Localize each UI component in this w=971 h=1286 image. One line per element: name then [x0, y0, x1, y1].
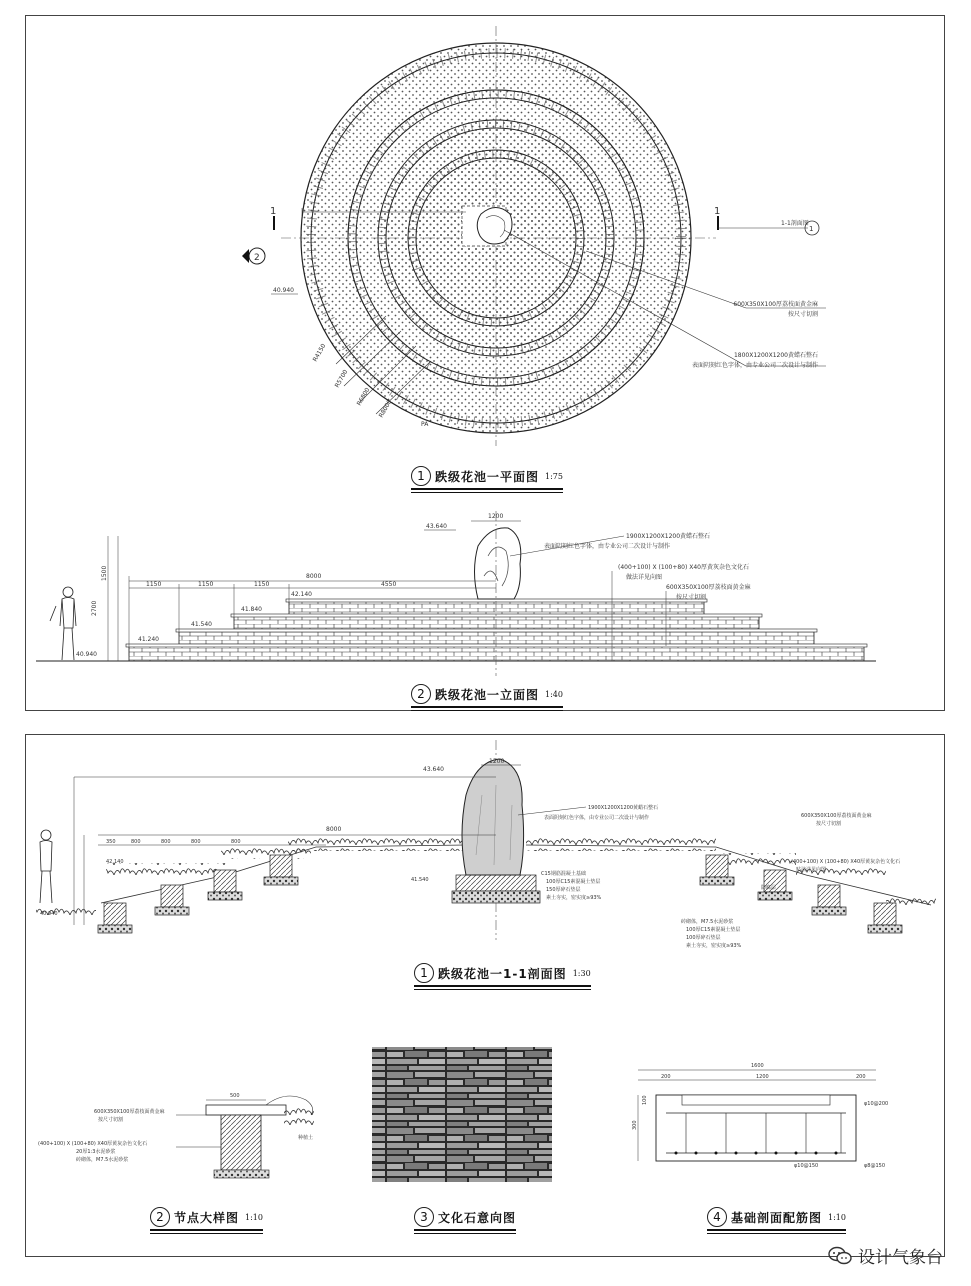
section-note-b3: 100厚碎石垫层 — [686, 935, 721, 941]
wechat-icon — [828, 1246, 852, 1266]
section-rock — [462, 759, 524, 875]
detail-note-2: 按尺寸切割 — [98, 1117, 124, 1123]
plan-title-num: 1 — [411, 466, 431, 486]
elev-note-3: (400+100) X (100+80) X40厚黄灰杂色文化石 — [618, 564, 749, 571]
section-dim-3: 800 — [161, 839, 171, 845]
detail-note-5: 砖砌体，M7.5水泥砂浆 — [76, 1157, 129, 1163]
section-note-b1: 砖砌体，M7.5水泥砂浆 — [681, 919, 734, 925]
section-dim-1: 350 — [106, 839, 116, 845]
plan-radius-4: R8000 — [377, 398, 394, 419]
elev-dim-1: 1150 — [146, 581, 162, 588]
foundation-dim-2: 1200 — [756, 1074, 769, 1080]
section-dim-2: 800 — [131, 839, 141, 845]
stone-title-text: 文化石意向图 — [438, 1210, 517, 1225]
elev-level-4: 41.540 — [191, 621, 212, 628]
section-note-b2: 100厚C15素混凝土垫层 — [686, 927, 741, 933]
watermark — [828, 1243, 943, 1268]
sheet-section-details — [25, 734, 945, 1257]
plan-title-text: 跌级花池一平面图 — [435, 469, 540, 484]
detail-dim: 500 — [230, 1093, 240, 1099]
section-note-c1: 1900X1200X1200黄蜡石整石 — [588, 805, 659, 811]
elev-dim-rock: 1200 — [488, 513, 504, 520]
elevation-title-text: 跌级花池一立面图 — [435, 687, 540, 702]
foundation-title-scale: 1:10 — [828, 1212, 846, 1222]
detail-note-4: 20厚1:3水泥砂浆 — [76, 1149, 116, 1155]
detail-soil: 种植土 — [298, 1135, 314, 1141]
section-note-c5: 150厚碎石垫层 — [546, 887, 581, 893]
foundation-dim-total: 1600 — [751, 1063, 764, 1069]
section-details-drawing — [26, 735, 944, 1256]
section-note-r2: 按尺寸切割 — [816, 821, 842, 827]
elevation-title — [411, 684, 563, 704]
section-note-c3: C15钢筋混凝土基础 — [541, 871, 586, 877]
detail-note-1: 600X350X100厚荔枝面黄金麻 — [94, 1109, 165, 1115]
plan-note-1: 600X350X100厚荔枝面黄金麻 — [733, 301, 818, 308]
elev-note-5: 600X350X100厚荔枝面黄金麻 — [666, 584, 751, 591]
plan-note-2: 按尺寸切割 — [787, 311, 818, 318]
section-title-text: 跌级花池一1-1剖面图 — [438, 966, 567, 981]
elev-dim-v2: 2700 — [91, 600, 98, 616]
section-note-r3: (400+100) X (100+80) X40厚黄灰杂色文化石 — [791, 859, 901, 865]
plan-elevation-drawing — [26, 16, 944, 710]
section-dim-total: 8000 — [326, 826, 342, 833]
section-level-1: 43.640 — [423, 766, 444, 773]
plan-pa: PA — [421, 421, 429, 428]
foundation-dim-1: 200 — [661, 1074, 671, 1080]
section-scale-figure — [40, 830, 52, 903]
section-title — [414, 963, 591, 983]
section-note-c6: 素土夯实，密实度≥93% — [546, 895, 602, 901]
foundation-title-num: 4 — [707, 1207, 727, 1227]
plan-title-scale: 1:75 — [545, 471, 563, 481]
elev-level-5: 41.240 — [138, 636, 159, 643]
elev-dim-3: 1150 — [254, 581, 270, 588]
foundation-side-dim-1: 300 — [632, 1120, 638, 1130]
section-note-c4: 100厚C15素混凝土垫层 — [546, 879, 601, 885]
foundation-rebar-3: φ8@150 — [864, 1163, 886, 1169]
plan-view — [242, 26, 826, 446]
elevation-title-num: 2 — [411, 684, 431, 704]
elev-dim-total: 8000 — [306, 573, 322, 580]
section-level-4: 40.940 — [40, 911, 58, 917]
foundation-rebar-2: φ10@150 — [794, 1163, 819, 1169]
sheet-plan-elevation — [25, 15, 945, 711]
section-mark-right: 1 — [714, 206, 721, 217]
cultured-stone-image — [372, 1047, 552, 1182]
detail-title-scale: 1:10 — [245, 1212, 263, 1222]
section-note-c2: 表面阴刻红色字体，由专业公司二次设计与制作 — [544, 815, 650, 821]
section-dim-4: 800 — [191, 839, 201, 845]
stone-title-num: 3 — [414, 1207, 434, 1227]
foundation-drawing — [632, 1063, 888, 1169]
elev-level-3: 41.840 — [241, 606, 262, 613]
scale-figure — [50, 587, 76, 660]
section-label-num: 1 — [809, 225, 814, 233]
section-dim-5: 800 — [231, 839, 241, 845]
plan-radius-1: R4150 — [311, 342, 328, 363]
foundation-dim-3: 200 — [856, 1074, 866, 1080]
section-note-r1: 600X350X100厚荔枝面黄金麻 — [801, 813, 872, 819]
elevation-view — [36, 511, 876, 676]
section-note-b4: 素土夯实，密实度≥93% — [686, 943, 742, 949]
detail-drawing — [38, 1093, 314, 1178]
elev-level-1: 43.640 — [426, 523, 447, 530]
section-level-3: 41.540 — [411, 877, 429, 883]
elev-note-6: 按尺寸切割 — [676, 594, 707, 601]
section-level-2: 42.140 — [106, 859, 124, 865]
section-dim-rock: 1200 — [489, 758, 505, 765]
detail-title — [150, 1207, 263, 1227]
elev-dim-4: 4550 — [381, 581, 397, 588]
foundation-title — [707, 1207, 846, 1227]
elev-note-1: 1900X1200X1200黄蜡石整石 — [626, 533, 711, 540]
elev-note-2: 表面阴刻红色字体，由专业公司二次设计与制作 — [544, 543, 671, 550]
plan-elev: 40.940 — [273, 287, 294, 294]
plan-radius-3: R6800 — [355, 386, 372, 407]
foundation-rebar-1: φ10@200 — [864, 1101, 889, 1107]
section-title-scale: 1:30 — [572, 968, 591, 978]
elev-dim-2: 1150 — [198, 581, 214, 588]
plan-title — [411, 466, 563, 486]
plan-ref-mark: 2 — [254, 253, 260, 263]
plan-note-3: 1800X1200X1200黄蜡石整石 — [733, 352, 818, 359]
elev-dim-v1: 1500 — [101, 565, 108, 581]
elev-level-6: 40.940 — [76, 651, 97, 658]
plan-radius-2: R5700 — [333, 368, 350, 389]
foundation-side-dim-2: 100 — [642, 1095, 648, 1105]
detail-title-num: 2 — [150, 1207, 170, 1227]
section-title-num: 1 — [414, 963, 434, 983]
section-note-r4: 贴法详见向图 — [796, 867, 827, 873]
detail-title-text: 节点大样图 — [174, 1210, 240, 1225]
watermark-text: 设计气象台 — [858, 1248, 943, 1268]
elev-level-2: 42.140 — [291, 591, 312, 598]
plan-note-4: 表面阴刻红色字体，由专业公司二次设计与制作 — [691, 362, 818, 369]
foundation-title-text: 基础剖面配筋图 — [731, 1210, 823, 1225]
section-label: 1-1剖面图 — [781, 220, 809, 227]
detail-note-3: (400+100) X (100+80) X40厚黄灰杂色文化石 — [38, 1141, 148, 1147]
elevation-title-scale: 1:40 — [545, 689, 563, 699]
section-note-r5: 防腐层 — [761, 885, 777, 891]
elev-note-4: 做法详见向图 — [626, 574, 663, 581]
section-mark-left: 1 — [270, 206, 277, 217]
stone-title — [414, 1207, 516, 1227]
